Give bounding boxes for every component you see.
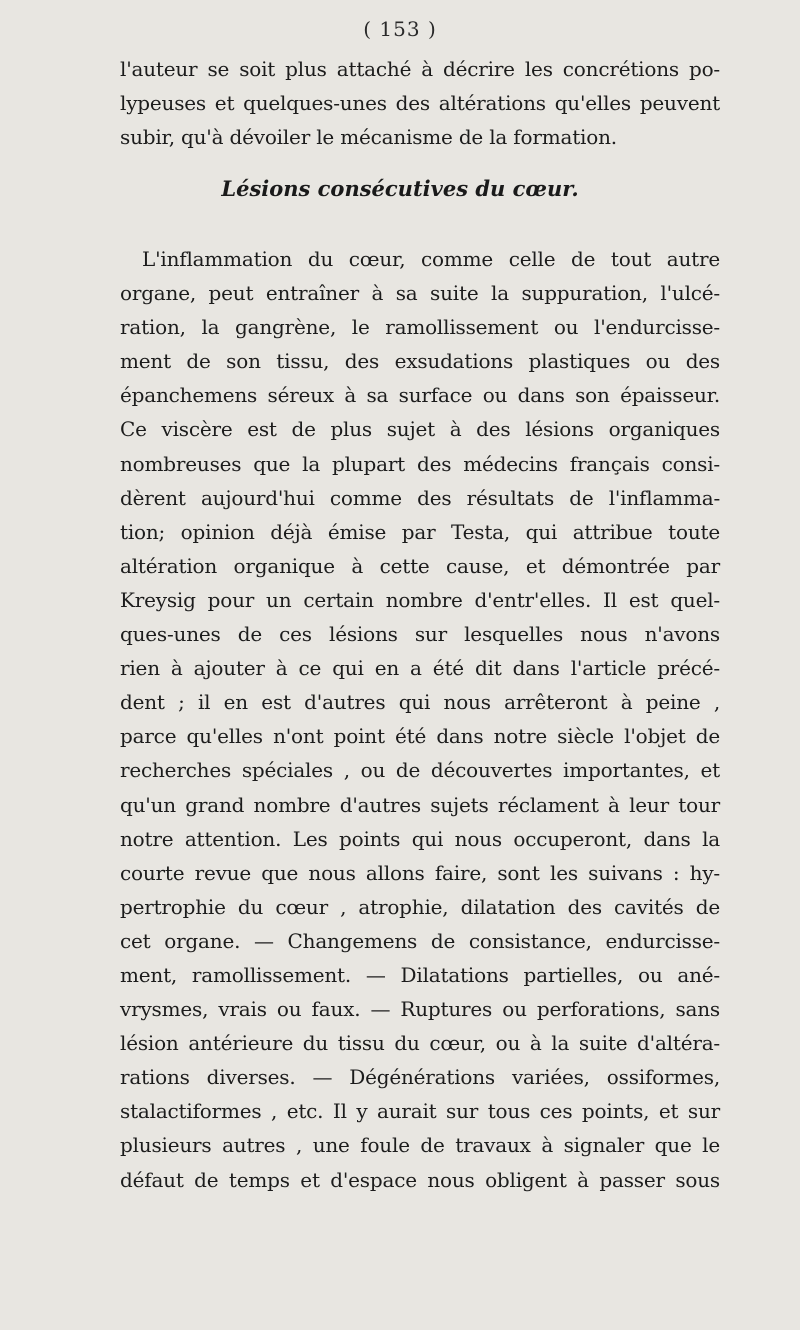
text-line: plusieurs autres , une foule de travaux à signaler que le	[120, 1133, 720, 1158]
intro-paragraph	[120, 52, 720, 154]
text-line: stalactiformes , etc. Il y aurait sur tous ces points, et sur	[120, 1099, 720, 1124]
text-line: Kreysig pour un certain nombre d'entr'elles. Il est quel-	[120, 587, 720, 612]
text-line: nombreuses que la plupart des médecins français consi-	[120, 451, 720, 476]
text-line: ques-unes de ces lésions sur lesquelles nous n'avons	[120, 622, 720, 647]
text-line: l'auteur se soit plus attaché à décrire les concrétions po-	[120, 57, 720, 81]
text-line: rations diverses. — Dégénérations variées, ossiformes,	[120, 1065, 720, 1090]
text-line: rien à ajouter à ce qui en a été dit dans l'article précé-	[120, 656, 720, 681]
text-line: dèrent aujourd'hui comme des résultats de l'inflamma-	[120, 485, 720, 510]
text-line: défaut de temps et d'espace nous obligent à passer sous	[120, 1167, 720, 1192]
text-line: altération organique à cette cause, et démontrée par	[120, 553, 720, 578]
text-line: lésion antérieure du tissu du cœur, ou à la suite d'altéra-	[120, 1031, 720, 1056]
text-line: subir, qu'à dévoiler le mécanisme de la formation.	[120, 125, 617, 149]
text-line: ment de son tissu, des exsudations plastiques ou des	[120, 349, 720, 374]
text-line: L'inflammation du cœur, comme celle de tout autre	[142, 247, 720, 271]
body-paragraph	[120, 242, 720, 1197]
text-line: tion; opinion déjà émise par Testa, qui attribue toute	[120, 519, 720, 544]
text-line: organe, peut entraîner à sa suite la suppuration, l'ulcé-	[120, 281, 720, 306]
text-line: recherches spéciales , ou de découvertes importantes, et	[120, 758, 720, 783]
text-line: ration, la gangrène, le ramollissement ou l'endurcisse-	[120, 315, 720, 340]
text-line: lypeuses et quelques-unes des altérations qu'elles peuvent	[120, 91, 720, 115]
text-line: épanchemens séreux à sa surface ou dans son épaisseur.	[120, 383, 720, 408]
text-line: cet organe. — Changemens de consistance, endurcisse-	[120, 928, 720, 953]
page-number: ( 153 )	[363, 17, 437, 41]
text-line: pertrophie du cœur , atrophie, dilatation des cavités de	[120, 894, 720, 919]
text-line: ment, ramollissement. — Dilatations partielles, ou ané-	[120, 962, 720, 987]
text-line: dent ; il en est d'autres qui nous arrêteront à peine ,	[120, 690, 720, 715]
text-line: parce qu'elles n'ont point été dans notre siècle l'objet de	[120, 724, 720, 749]
text-line: qu'un grand nombre d'autres sujets réclament à leur tour	[120, 792, 720, 817]
text-line: notre attention. Les points qui nous occuperont, dans la	[120, 826, 720, 851]
section-heading: Lésions consécutives du cœur.	[221, 176, 579, 201]
text-line: vrysmes, vrais ou faux. — Ruptures ou perforations, sans	[120, 997, 720, 1022]
text-line: Ce viscère est de plus sujet à des lésions organiques	[120, 417, 720, 442]
text-line: courte revue que nous allons faire, sont les suivans : hy-	[120, 860, 720, 885]
